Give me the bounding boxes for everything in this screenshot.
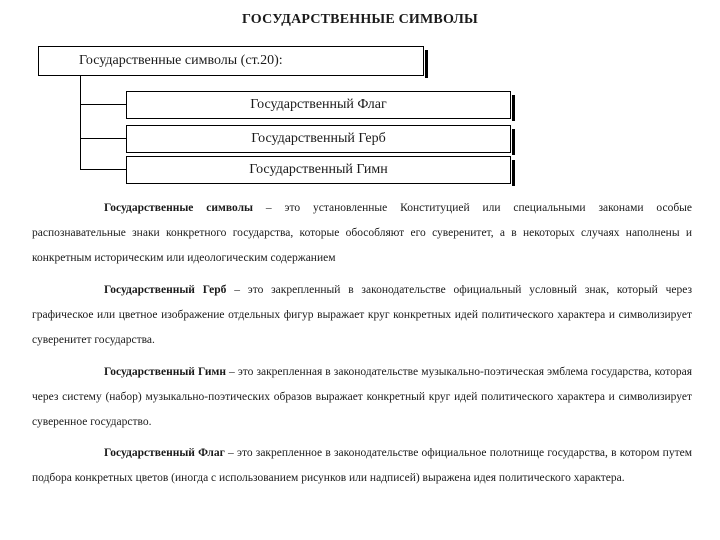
connector-branch-anthem [80, 169, 126, 170]
definition-paragraph-flag [32, 441, 692, 491]
diagram-box-coat-of-arms-label: Государственный Герб [251, 131, 386, 146]
definition-text: – это закрепленное в законодательстве официальное полотнище государства, в котором путем подбора конкретных цветов (иногда с использованием рисунков или надписей) выражена идея политического характера. [32, 447, 692, 484]
definition-text: – это закрепленный в законодательстве официальный условный знак, который через графическое или цветное изображение отдельных фигур выражает круг конкретных идей политического характера и символизирует суверенитет государства. [32, 284, 692, 346]
definition-term: Государственный Герб [104, 284, 227, 296]
diagram-root-label: Государственные символы (ст.20): [79, 53, 283, 68]
definition-term: Государственный Флаг [104, 447, 225, 459]
connector-vertical [80, 76, 81, 170]
diagram-box-anthem-label: Государственный Гимн [249, 162, 388, 177]
diagram-box-coat-of-arms [126, 125, 511, 153]
definition-paragraph-coat-of-arms [32, 278, 692, 353]
definition-text: – это установленные Конституцией или специальными законами особые распознавательные знаки конкретного государства, которые обособляют его суверенитет, а в некоторых случаях наполнены и конкретным историческим или идеологическим содержанием [32, 202, 693, 264]
page-title: ГОСУДАРСТВЕННЫЕ СИМВОЛЫ [242, 12, 478, 27]
connector-branch-coat-of-arms [80, 138, 126, 139]
definition-term: Государственный Гимн [104, 366, 226, 378]
diagram-box-flag [126, 91, 511, 119]
definition-text: – это закрепленная в законодательстве музыкально-поэтическая эмблема государства, которая через систему (набор) музыкально-поэтических образов выражает конкретный круг идей политического характера и символизирует суверенное государство. [32, 366, 692, 428]
definition-paragraph-anthem [32, 360, 692, 435]
diagram-box-flag-label: Государственный Флаг [250, 97, 387, 112]
diagram-box-anthem [126, 156, 511, 184]
definition-paragraph-state-symbols [32, 196, 692, 271]
diagram-root-box [38, 46, 424, 76]
definition-term: Государственные символы [104, 202, 254, 214]
connector-branch-flag [80, 104, 126, 105]
